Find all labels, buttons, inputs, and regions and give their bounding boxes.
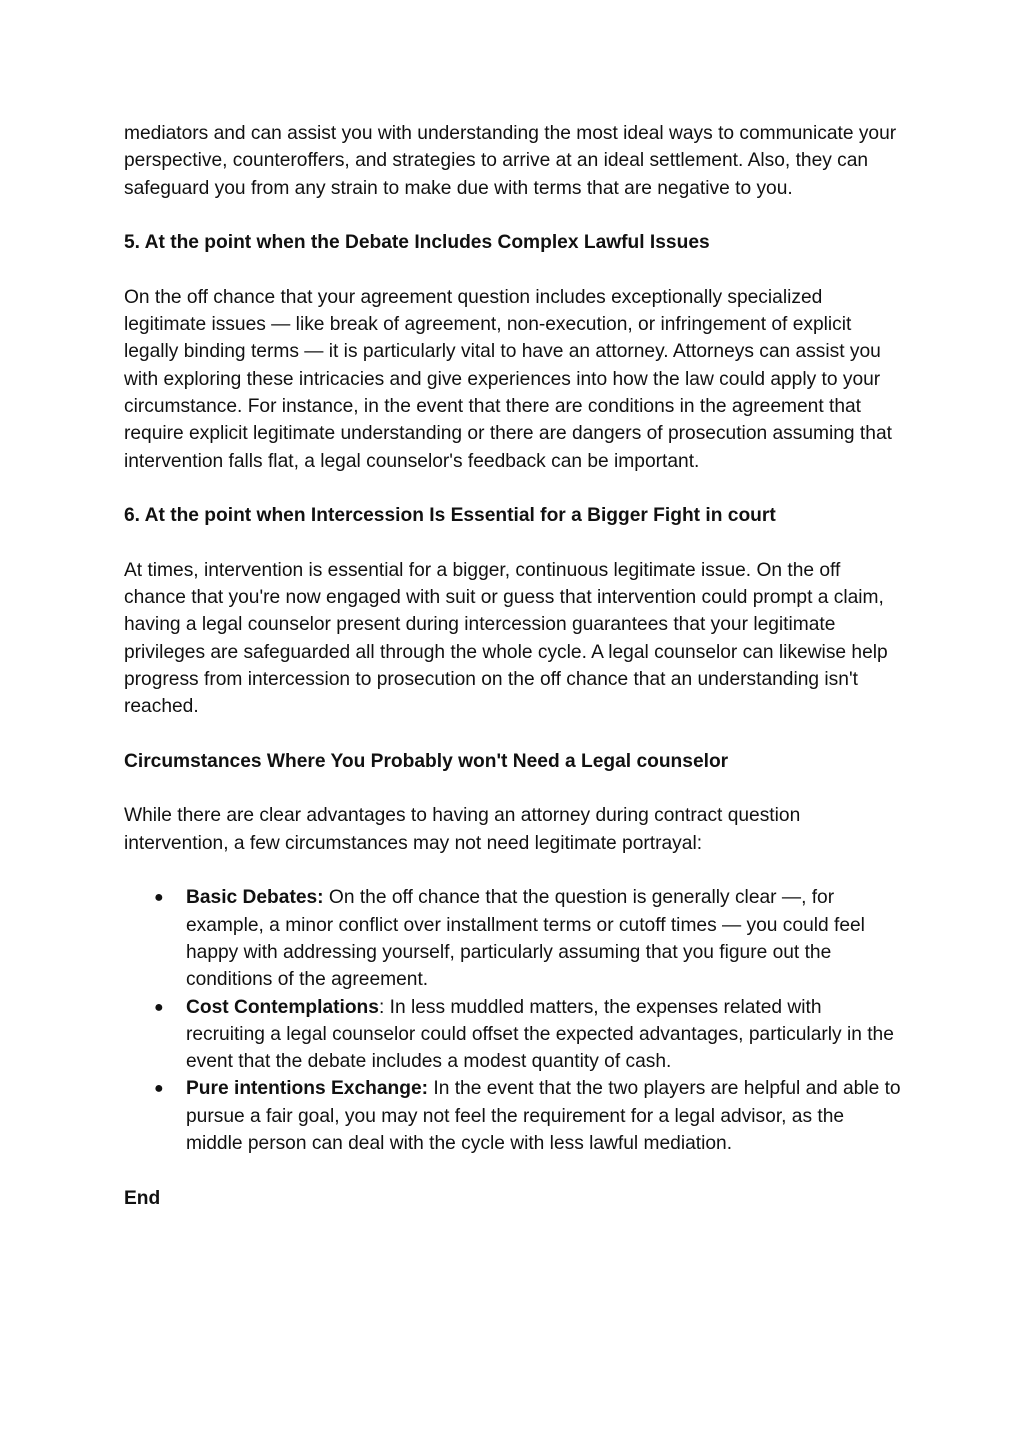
intro-paragraph: mediators and can assist you with understanding the most ideal ways to communicate your perspective, counteroffers, and strategies to arrive at an ideal settlement. Also, they can safeguard you from any strain to make due with terms that are negative to you. [124, 123, 897, 199]
closing-heading: End [124, 1187, 161, 1209]
document-page [124, 120, 904, 1239]
list-item [124, 1075, 904, 1157]
circumstances-intro: While there are clear advantages to having an attorney during contract question intervention, a few circumstances may not need legitimate portrayal: [124, 805, 801, 854]
list-item [124, 884, 904, 993]
circumstances-list [124, 884, 904, 1157]
list-item-lead: Cost Contemplations [186, 996, 379, 1018]
list-item-text: In the event that the two players are helpful and able to pursue a fair goal, you may not feel the requirement for a legal advisor, as the middle person can deal with the cycle with less lawful mediation. [186, 1078, 901, 1154]
bullet-icon: ● [154, 889, 164, 907]
section-5-body: On the off chance that your agreement question includes exceptionally specialized legitimate issues — like break of agreement, non-execution, or infringement of explicit legally binding terms — it is particularly vital to have an attorney. Attorneys can assist you with exploring these intricacies and give experiences into how the law could apply to your circumstance. For instance, in the event that there are conditions in the agreement that require explicit legitimate understanding or there are dangers of prosecution assuming that intervention falls flat, a legal counselor's feedback can be important. [124, 286, 892, 472]
list-item-text: : In less muddled matters, the expenses related with recruiting a legal counselor could offset the expected advantages, particularly in the event that the debate includes a modest quantity of cash. [186, 996, 894, 1073]
list-item-lead: Pure intentions Exchange: [186, 1078, 429, 1100]
list-item-lead: Basic Debates: [186, 887, 324, 909]
circumstances-heading: Circumstances Where You Probably won't Need a Legal counselor [124, 750, 729, 772]
section-6-heading: 6. At the point when Intercession Is Essential for a Bigger Fight in court [124, 505, 776, 527]
bullet-icon: ● [154, 1080, 164, 1098]
list-item [124, 994, 904, 1076]
section-6-body: At times, intervention is essential for a bigger, continuous legitimate issue. On the off chance that you're now engaged with suit or guess that intervention could prompt a claim, having a legal counselor present during intercession guarantees that your legitimate privileges are safeguarded all through the whole cycle. A legal counselor can likewise help progress from intercession to prosecution on the off chance that an understanding isn't reached. [124, 559, 888, 718]
section-5-heading: 5. At the point when the Debate Includes Complex Lawful Issues [124, 232, 710, 254]
list-item-text: On the off chance that the question is generally clear —, for example, a minor conflict over installment terms or cutoff times — you could feel happy with addressing yourself, particularly assuming that you figure out the conditions of the agreement. [186, 887, 865, 991]
bullet-icon: ● [154, 998, 164, 1016]
